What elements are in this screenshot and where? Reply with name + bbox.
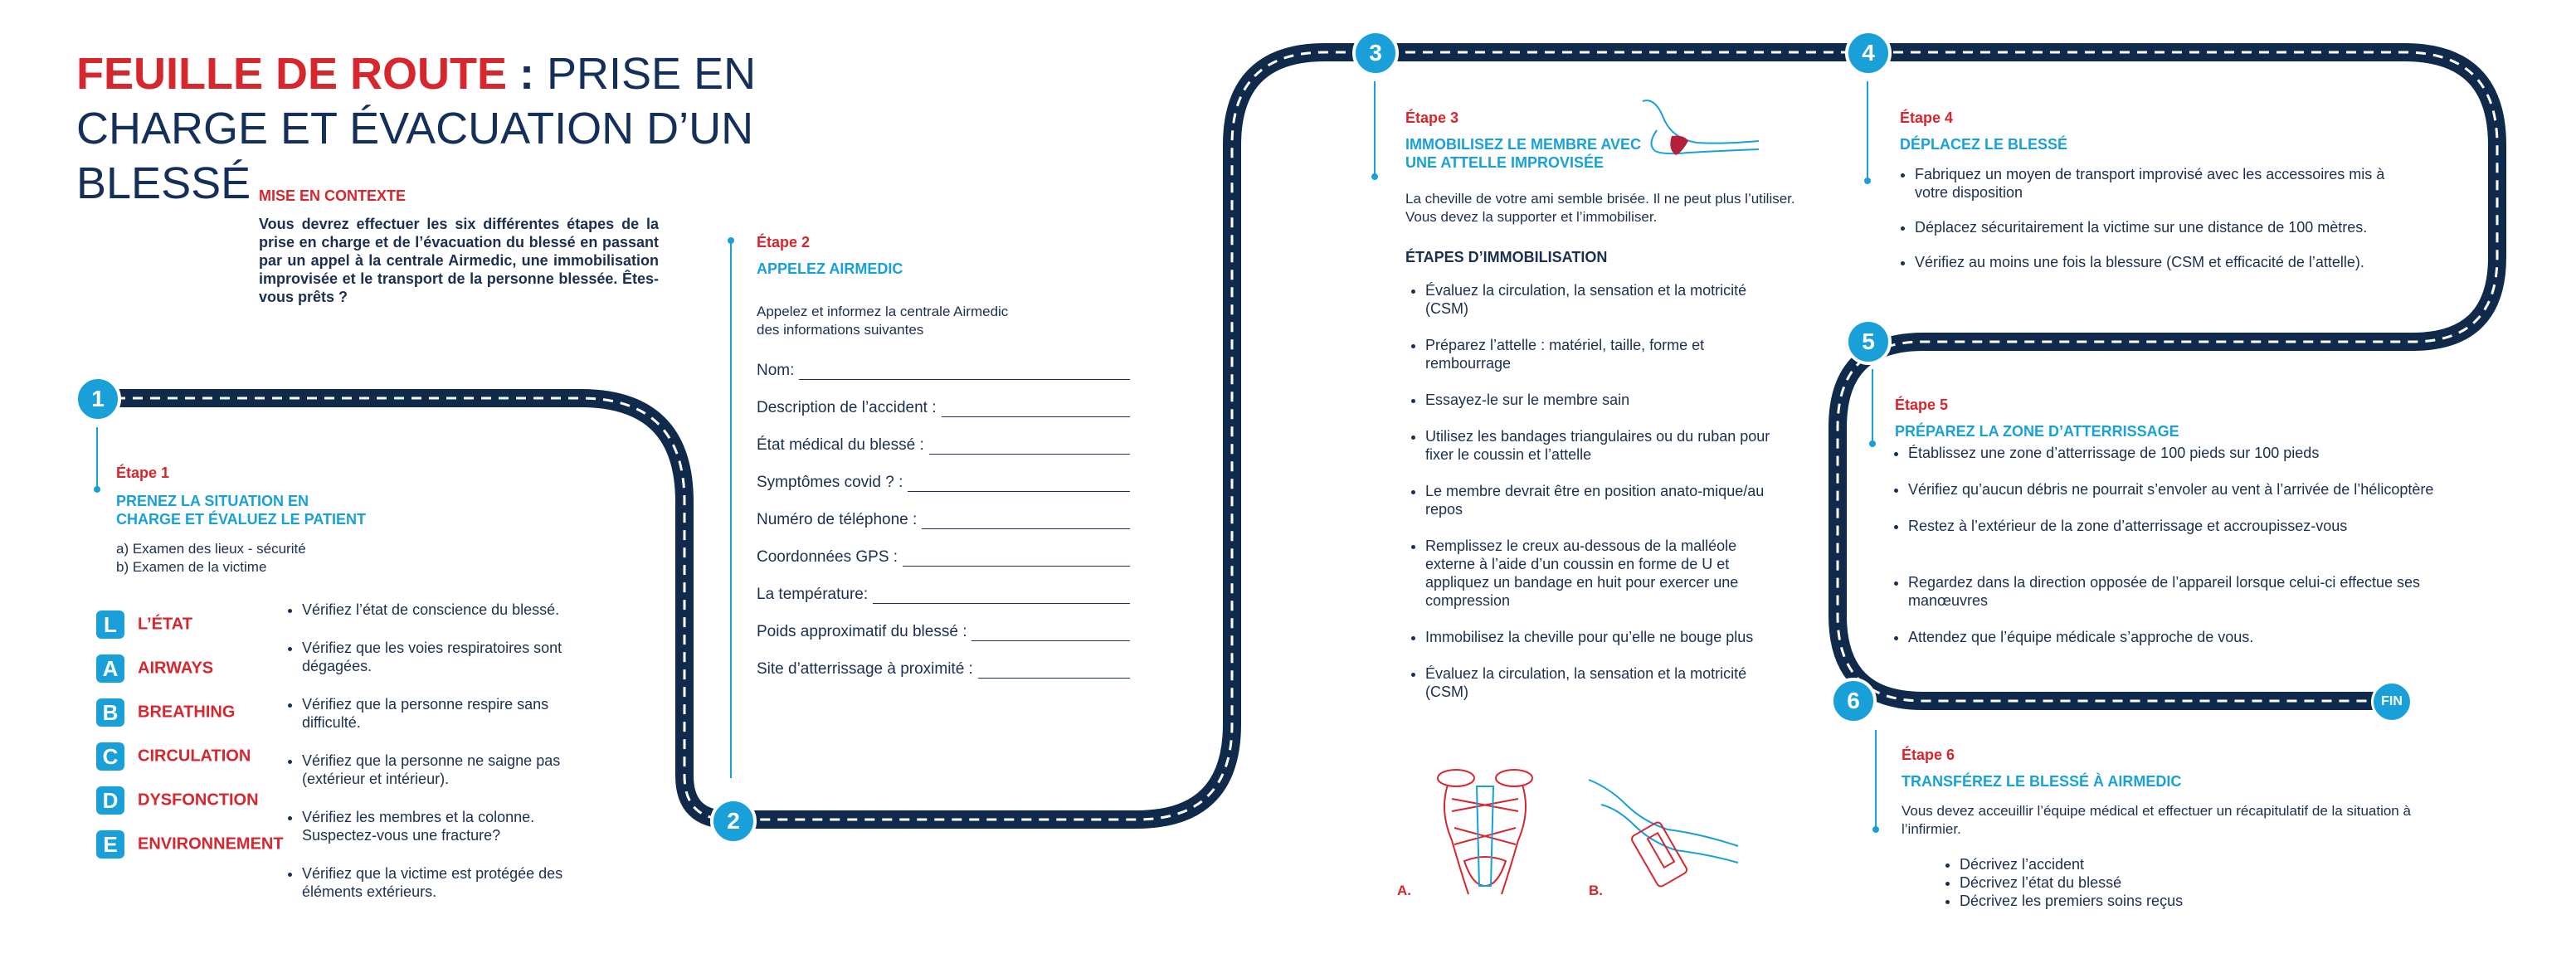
step1-title-line2: CHARGE ET ÉVALUEZ LE PATIENT	[116, 511, 367, 528]
form-blank[interactable]	[908, 476, 1130, 492]
step3-title-line1: IMMOBILISEZ LE MEMBRE AVEC	[1405, 136, 1642, 153]
form-label: Numéro de téléphone :	[757, 511, 918, 528]
tick-step3	[1374, 81, 1376, 177]
step4-label: Étape 4	[1900, 109, 1954, 126]
title-part1: PRISE EN	[547, 49, 757, 99]
step4-section	[1900, 109, 2431, 289]
step1-item-b: b) Examen de la victime	[116, 559, 267, 575]
check-item: • Vérifiez l’état de conscience du blessé.	[302, 601, 611, 619]
form-row-weight	[757, 604, 1130, 641]
form-row-temperature	[757, 567, 1130, 604]
form-label: Nom:	[757, 362, 795, 379]
injured-ankle-illustration	[1639, 93, 1763, 176]
form-row-gps	[757, 529, 1130, 567]
step-marker-4: 4	[1845, 30, 1892, 76]
form-row-medical	[757, 417, 1130, 455]
step2-title: APPELEZ AIRMEDIC	[757, 260, 903, 277]
step3-item: • Utilisez les bandages triangulaires ou du ruban pour fixer le coussin et l’attelle	[1425, 427, 1790, 464]
step5-item: • Vérifiez qu’aucun débris ne pourrait s’envoler au vent à l’arrivée de l’hélicoptère	[1908, 480, 2481, 499]
step-marker-1: 1	[75, 376, 121, 422]
step3-item: • Évaluez la circulation, la sensation et la motricité (CSM)	[1425, 664, 1790, 701]
step1-section	[116, 465, 647, 577]
step6-item: • Décrivez l’accident	[1960, 855, 2449, 873]
word-a: AIRWAYS	[138, 659, 214, 678]
form-label: Site d’atterrissage à proximité :	[757, 660, 973, 678]
step3-item: • Essayez-le sur le membre sain	[1425, 391, 1790, 409]
form-blank[interactable]	[978, 663, 1130, 679]
form-blank[interactable]	[873, 588, 1130, 604]
word-l: L’ÉTAT	[138, 615, 192, 634]
step3-list	[1405, 281, 1790, 701]
title-part2: CHARGE ET ÉVACUATION D’UN BLESSÉ	[76, 104, 754, 208]
tick-step6	[1875, 730, 1877, 829]
tick-step5	[1872, 369, 1873, 444]
step1-checks	[287, 601, 611, 919]
title-highlight: FEUILLE DE ROUTE	[76, 49, 508, 99]
step6-list	[1902, 855, 2449, 910]
step6-title: TRANSFÉREZ LE BLESSÉ À AIRMEDIC	[1902, 773, 2182, 790]
step5-item: • Attendez que l’équipe médicale s’approche de vous.	[1908, 628, 2481, 646]
step3-item: • Évaluez la circulation, la sensation et la motricité (CSM)	[1425, 281, 1790, 318]
letter-l: L	[96, 611, 124, 639]
step-marker-6: 6	[1830, 678, 1877, 724]
form-row-covid	[757, 455, 1130, 492]
word-c: CIRCULATION	[138, 747, 251, 766]
step-marker-2: 2	[710, 798, 757, 844]
step1-label: Étape 1	[116, 465, 170, 481]
letter-c: C	[96, 742, 124, 771]
figure-label-a: A.	[1397, 883, 1411, 898]
laabcde-item-d	[96, 786, 312, 830]
form-blank[interactable]	[799, 364, 1130, 380]
letter-a: A	[96, 654, 124, 683]
step3-item: • Immobilisez la cheville pour qu’elle ne bouge plus	[1425, 628, 1790, 646]
form-label: État médical du blessé :	[757, 436, 924, 454]
step3-intro-line1: La cheville de votre ami semble brisée. Il ne peut plus l’utiliser.	[1405, 191, 1795, 207]
step2-intro-line2: des informations suivantes	[757, 322, 924, 338]
form-label: Symptômes covid ? :	[757, 474, 903, 491]
finish-marker: FIN	[2371, 681, 2413, 722]
form-label: Poids approximatif du blessé :	[757, 623, 967, 640]
step4-list	[1900, 165, 2404, 271]
form-row-name	[757, 343, 1130, 380]
step5-list	[1895, 444, 2481, 646]
tick-step4	[1867, 81, 1868, 181]
step3-item: • Préparez l’attelle : matériel, taille, forme et rembourrage	[1425, 336, 1790, 372]
form-label: La température:	[757, 586, 869, 603]
letter-b: B	[96, 698, 124, 727]
step3-item: • Remplissez le creux au-dessous de la malléole externe à l’aide d’un coussin en forme de U et appliquez un bandage en huit pour exercer une compression	[1425, 537, 1790, 610]
step3-item: • Le membre devrait être en position anato-mique/au repos	[1425, 482, 1790, 518]
form-blank[interactable]	[929, 439, 1130, 455]
figure-label-b: B.	[1589, 883, 1603, 898]
check-item: • Vérifiez les membres et la colonne. Suspectez-vous une fracture?	[302, 808, 611, 844]
step2-label: Étape 2	[757, 234, 811, 251]
step4-item: • Déplacez sécuritairement la victime sur une distance de 100 mètres.	[1915, 218, 2404, 236]
step5-item: • Établissez une zone d’atterrissage de 100 pieds sur 100 pieds	[1908, 444, 2481, 462]
step2-section	[757, 234, 1130, 679]
step6-label: Étape 6	[1902, 747, 1955, 763]
form-label: Coordonnées GPS :	[757, 548, 898, 566]
form-blank[interactable]	[903, 551, 1130, 567]
form-row-phone	[757, 492, 1130, 529]
context-section	[259, 187, 659, 306]
step5-section	[1895, 396, 2476, 664]
context-heading: MISE EN CONTEXTE	[259, 187, 407, 204]
step1-title-line1: PRENEZ LA SITUATION EN	[116, 493, 309, 509]
step4-title: DÉPLACEZ LE BLESSÉ	[1900, 136, 2068, 153]
step5-label: Étape 5	[1895, 396, 1949, 413]
step1-item-a: a) Examen des lieux - sécurité	[116, 541, 306, 557]
check-item: • Vérifiez que la personne respire sans difficulté.	[302, 695, 611, 732]
form-blank[interactable]	[971, 625, 1130, 641]
step3-subheading: ÉTAPES D’IMMOBILISATION	[1405, 249, 1608, 265]
tick-step2	[730, 241, 732, 778]
word-b: BREATHING	[138, 703, 236, 722]
form-label: Description de l’accident :	[757, 399, 937, 416]
check-item: • Vérifiez que les voies respiratoires sont dégagées.	[302, 639, 611, 675]
title-colon: :	[507, 49, 548, 99]
step6-item: • Décrivez les premiers soins reçus	[1960, 892, 2449, 910]
splint-illustration-b	[1585, 771, 1742, 896]
laabcde-item-b	[96, 698, 312, 742]
form-blank[interactable]	[922, 513, 1130, 529]
step6-section	[1902, 747, 2449, 910]
step6-item: • Décrivez l’état du blessé	[1960, 873, 2449, 892]
step3-intro-line2: Vous devez la supporter et l’immobiliser.	[1405, 209, 1658, 225]
letter-e: E	[96, 830, 124, 859]
letter-d: D	[96, 786, 124, 815]
check-item: • Vérifiez que la personne ne saigne pas (extérieur et intérieur).	[302, 752, 611, 788]
word-d: DYSFONCTION	[138, 791, 259, 810]
splint-illustration-a	[1423, 761, 1547, 902]
laabcde-list	[96, 611, 312, 874]
form-blank[interactable]	[942, 401, 1131, 417]
step3-section	[1405, 109, 1795, 719]
form-row-accident	[757, 380, 1130, 417]
step3-title-line2: UNE ATTELLE IMPROVISÉE	[1405, 154, 1605, 171]
step3-label: Étape 3	[1405, 109, 1459, 126]
laabcde-item-a	[96, 654, 312, 698]
word-e: ENVIRONNEMENT	[138, 834, 284, 854]
step2-form	[757, 343, 1130, 679]
step-marker-5: 5	[1845, 319, 1892, 365]
step2-intro-line1: Appelez et informez la centrale Airmedic	[757, 304, 1009, 319]
check-item: • Vérifiez que la victime est protégée des éléments extérieurs.	[302, 864, 611, 901]
laabcde-item-e	[96, 830, 312, 874]
step6-intro: Vous devez acceuillir l’équipe médical et effectuer un récapitulatif de la situation à l’infirmier.	[1902, 803, 2411, 837]
step5-item: • Restez à l’extérieur de la zone d’atterrissage et accroupissez-vous	[1908, 517, 2481, 535]
step4-item: • Vérifiez au moins une fois la blessure (CSM et efficacité de l’attelle).	[1915, 253, 2404, 271]
page-title	[76, 46, 906, 211]
step4-item: • Fabriquez un moyen de transport improvisé avec les accessoires mis à votre disposition	[1915, 165, 2404, 202]
tick-step1	[96, 427, 98, 489]
laabcde-item-l	[96, 611, 312, 654]
step-marker-3: 3	[1352, 30, 1399, 76]
step5-item: • Regardez dans la direction opposée de l’appareil lorsque celui-ci effectue ses manœuvres	[1908, 573, 2481, 610]
context-text: Vous devrez effectuer les six différentes étapes de la prise en charge et de l’évacuation du blessé en passant par un appel à la centrale Airmedic, une immobilisation improvisée et le transport de la personne blessée. Êtes-vous prêts ?	[259, 216, 659, 305]
step5-title: PRÉPAREZ LA ZONE D’ATTERRISSAGE	[1895, 423, 2179, 440]
form-row-landing	[757, 641, 1130, 679]
laabcde-item-c	[96, 742, 312, 786]
